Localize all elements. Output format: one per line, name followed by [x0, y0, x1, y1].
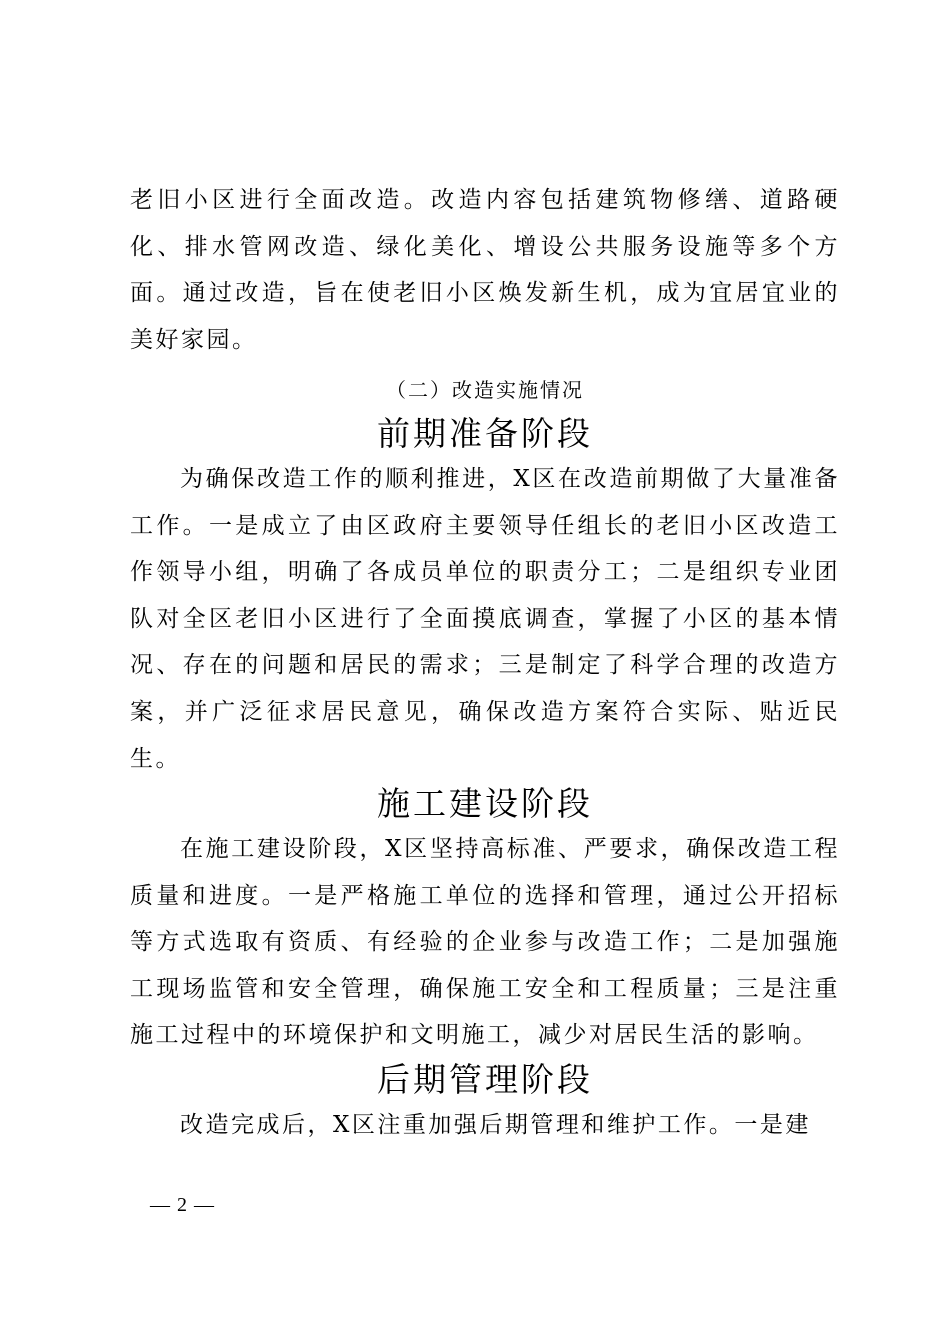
intro-paragraph: 老旧小区进行全面改造。改造内容包括建筑物修缮、道路硬化、排水管网改造、绿化美化、增设公共服务设施等多个方面。通过改造，旨在使老旧小区焕发新生机，成为宜居宜业的美好家园。 — [130, 187, 840, 353]
stage-paragraph-construction: 在施工建设阶段，X区坚持高标准、严要求，确保改造工程质量和进度。一是严格施工单位的选择和管理，通过公开招标等方式选取有资质、有经验的企业参与改造工作；二是加强施工现场监管和安全管理，确保施工安全和工程质量；三是注重施工过程中的环境保护和文明施工，减少对居民生活的影响。 — [130, 836, 840, 1049]
stage-heading-preparation: 前期准备阶段 — [377, 414, 593, 453]
stage-paragraph-management: 改造完成后，X区注重加强后期管理和维护工作。一是建 — [180, 1112, 811, 1138]
stage-heading-management: 后期管理阶段 — [377, 1060, 593, 1099]
section-title: （二）改造实施情况 — [386, 378, 584, 402]
stage-heading-construction: 施工建设阶段 — [377, 784, 593, 823]
page-number: — 2 — — [150, 1194, 215, 1216]
stage-paragraph-preparation: 为确保改造工作的顺利推进，X区在改造前期做了大量准备工作。一是成立了由区政府主要领导任组长的老旧小区改造工作领导小组，明确了各成员单位的职责分工；二是组织专业团队对全区老旧小区进行了全面摸底调查，掌握了小区的基本情况、存在的问题和居民的需求；三是制定了科学合理的改造方案，并广泛征求居民意见，确保改造方案符合实际、贴近民生。 — [130, 466, 840, 772]
